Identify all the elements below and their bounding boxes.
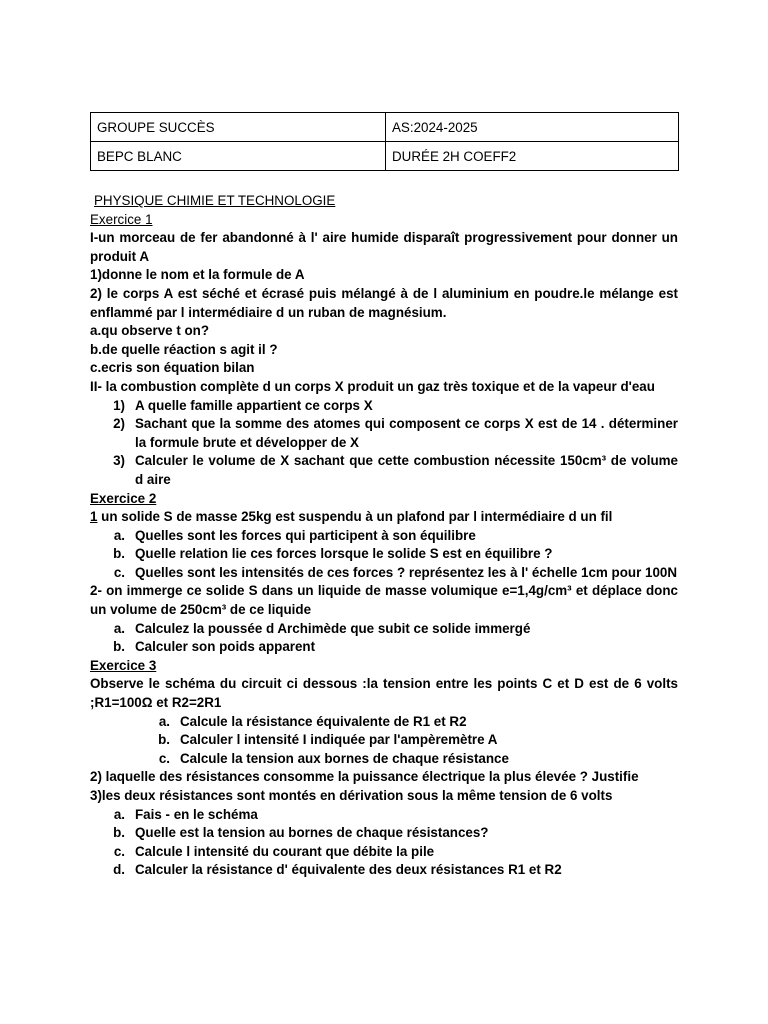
list-text: Calculer la résistance d' équivalente des deux résistances R1 et R2 [135, 862, 562, 878]
list-text: Calculer le volume de X sachant que cette combustion nécessite 150cm³ de volume d aire [135, 453, 678, 487]
list-item [90, 620, 678, 639]
list-item [90, 452, 678, 489]
list-text: Calcule la résistance équivalente de R1 et R2 [180, 713, 467, 729]
list-marker: c. [158, 750, 170, 766]
list-text: Fais - en le schéma [135, 806, 258, 822]
list-text: Calculer son poids apparent [135, 639, 316, 655]
header-row [91, 113, 679, 142]
exercise-3-title: Exercice 3 [90, 657, 157, 673]
list-text: Sachant que la somme des atomes qui composent ce corps X est de 14 . déterminer la formule brute et développer de X [135, 416, 678, 450]
list-item [90, 638, 678, 657]
ex2-q1-number: 1 [90, 509, 98, 525]
list-marker: 1) [113, 397, 125, 413]
list-item [90, 564, 678, 583]
duration-cell: DURÉE 2H COEFF2 [386, 142, 679, 171]
ex1-question-a: a.qu observe t on? [90, 323, 210, 339]
list-item [90, 824, 678, 843]
list-marker: b. [113, 825, 125, 841]
list-item [90, 750, 678, 769]
ex1-question-c: c.ecris son équation bilan [90, 360, 255, 376]
list-item [90, 806, 678, 825]
list-text: Calculez la poussée d Archimède que subit ce solide immergé [135, 620, 531, 636]
list-marker: a. [113, 620, 125, 636]
list-marker: a. [158, 713, 170, 729]
exam-content [90, 192, 678, 880]
ex3-question-3: 3)les deux résistances sont montés en dérivation sous la même tension de 6 volts [90, 788, 613, 803]
list-item [90, 545, 678, 564]
ex1-question-1: 1)donne le nom et la formule de A [90, 267, 305, 283]
list-marker: b. [113, 639, 125, 655]
list-marker: 2) [113, 416, 125, 432]
list-text: Calcule l intensité du courant que débite la pile [135, 843, 435, 859]
list-item [90, 527, 678, 546]
header-table [90, 112, 679, 171]
list-marker: d. [113, 862, 125, 878]
ex3-question-2: 2) laquelle des résistances consomme la puissance électrique la plus élevée ? Justifie [90, 769, 639, 785]
year-cell: AS:2024-2025 [386, 113, 679, 142]
list-text: Quelles sont les intensités de ces forces ? représentez les à l' échelle 1cm pour 100N [135, 564, 678, 580]
list-text: Calculer l intensité I indiquée par l'ampèremètre A [180, 732, 498, 748]
list-text: Quelle est la tension au bornes de chaque résistances? [135, 825, 489, 841]
list-marker: c. [113, 843, 125, 859]
subject-title: PHYSIQUE CHIMIE ET TECHNOLOGIE [94, 193, 336, 208]
ex1-part1-intro: I-un morceau de fer abandonné à l' aire humide disparaît progressivement pour donner un produit A [90, 230, 678, 264]
ex3-intro: Observe le schéma du circuit ci dessous :la tension entre les points C et D est de 6 volts ;R1=100Ω et R2=2R1 [90, 676, 678, 711]
list-item [90, 861, 678, 880]
list-marker: b. [113, 546, 125, 562]
list-text: Quelle relation lie ces forces lorsque le solide S est en équilibre ? [135, 546, 553, 562]
list-marker: a. [113, 806, 125, 822]
group-cell: GROUPE SUCCÈS [91, 113, 386, 142]
list-text: A quelle famille appartient ce corps X [135, 397, 373, 413]
list-item [90, 713, 678, 732]
exercise-2-title: Exercice 2 [90, 490, 157, 506]
list-marker: 3) [113, 453, 125, 469]
list-item [90, 843, 678, 862]
list-marker: a. [113, 527, 125, 543]
list-text: Quelles sont les forces qui participent à son équilibre [135, 527, 476, 543]
list-marker: c. [113, 564, 125, 580]
list-marker: b. [158, 732, 170, 748]
header-row [91, 142, 679, 171]
exercise-1-title: Exercice 1 [90, 211, 153, 227]
ex2-q1-text: un solide S de masse 25kg est suspendu à un plafond par l intermédiaire d un fil [97, 509, 613, 525]
list-item [90, 397, 678, 416]
ex2-question-2: 2- on immerge ce solide S dans un liquide de masse volumique e=1,4g/cm³ et déplace donc un volume de 250cm³ de ce liquide [90, 583, 678, 618]
list-item [90, 731, 678, 750]
ex1-question-2: 2) le corps A est séché et écrasé puis mélangé à de l aluminium en poudre.le mélange est enflammé par l intermédiaire d un ruban de magnésium. [90, 285, 678, 320]
ex1-part2-intro: II- la combustion complète d un corps X produit un gaz très toxique et de la vapeur d'eau [90, 378, 655, 394]
exam-cell: BEPC BLANC [91, 142, 386, 171]
ex2-question-1 [90, 508, 678, 527]
list-text: Calcule la tension aux bornes de chaque résistance [180, 750, 509, 766]
ex1-question-b: b.de quelle réaction s agit il ? [90, 341, 278, 357]
list-item [90, 415, 678, 452]
